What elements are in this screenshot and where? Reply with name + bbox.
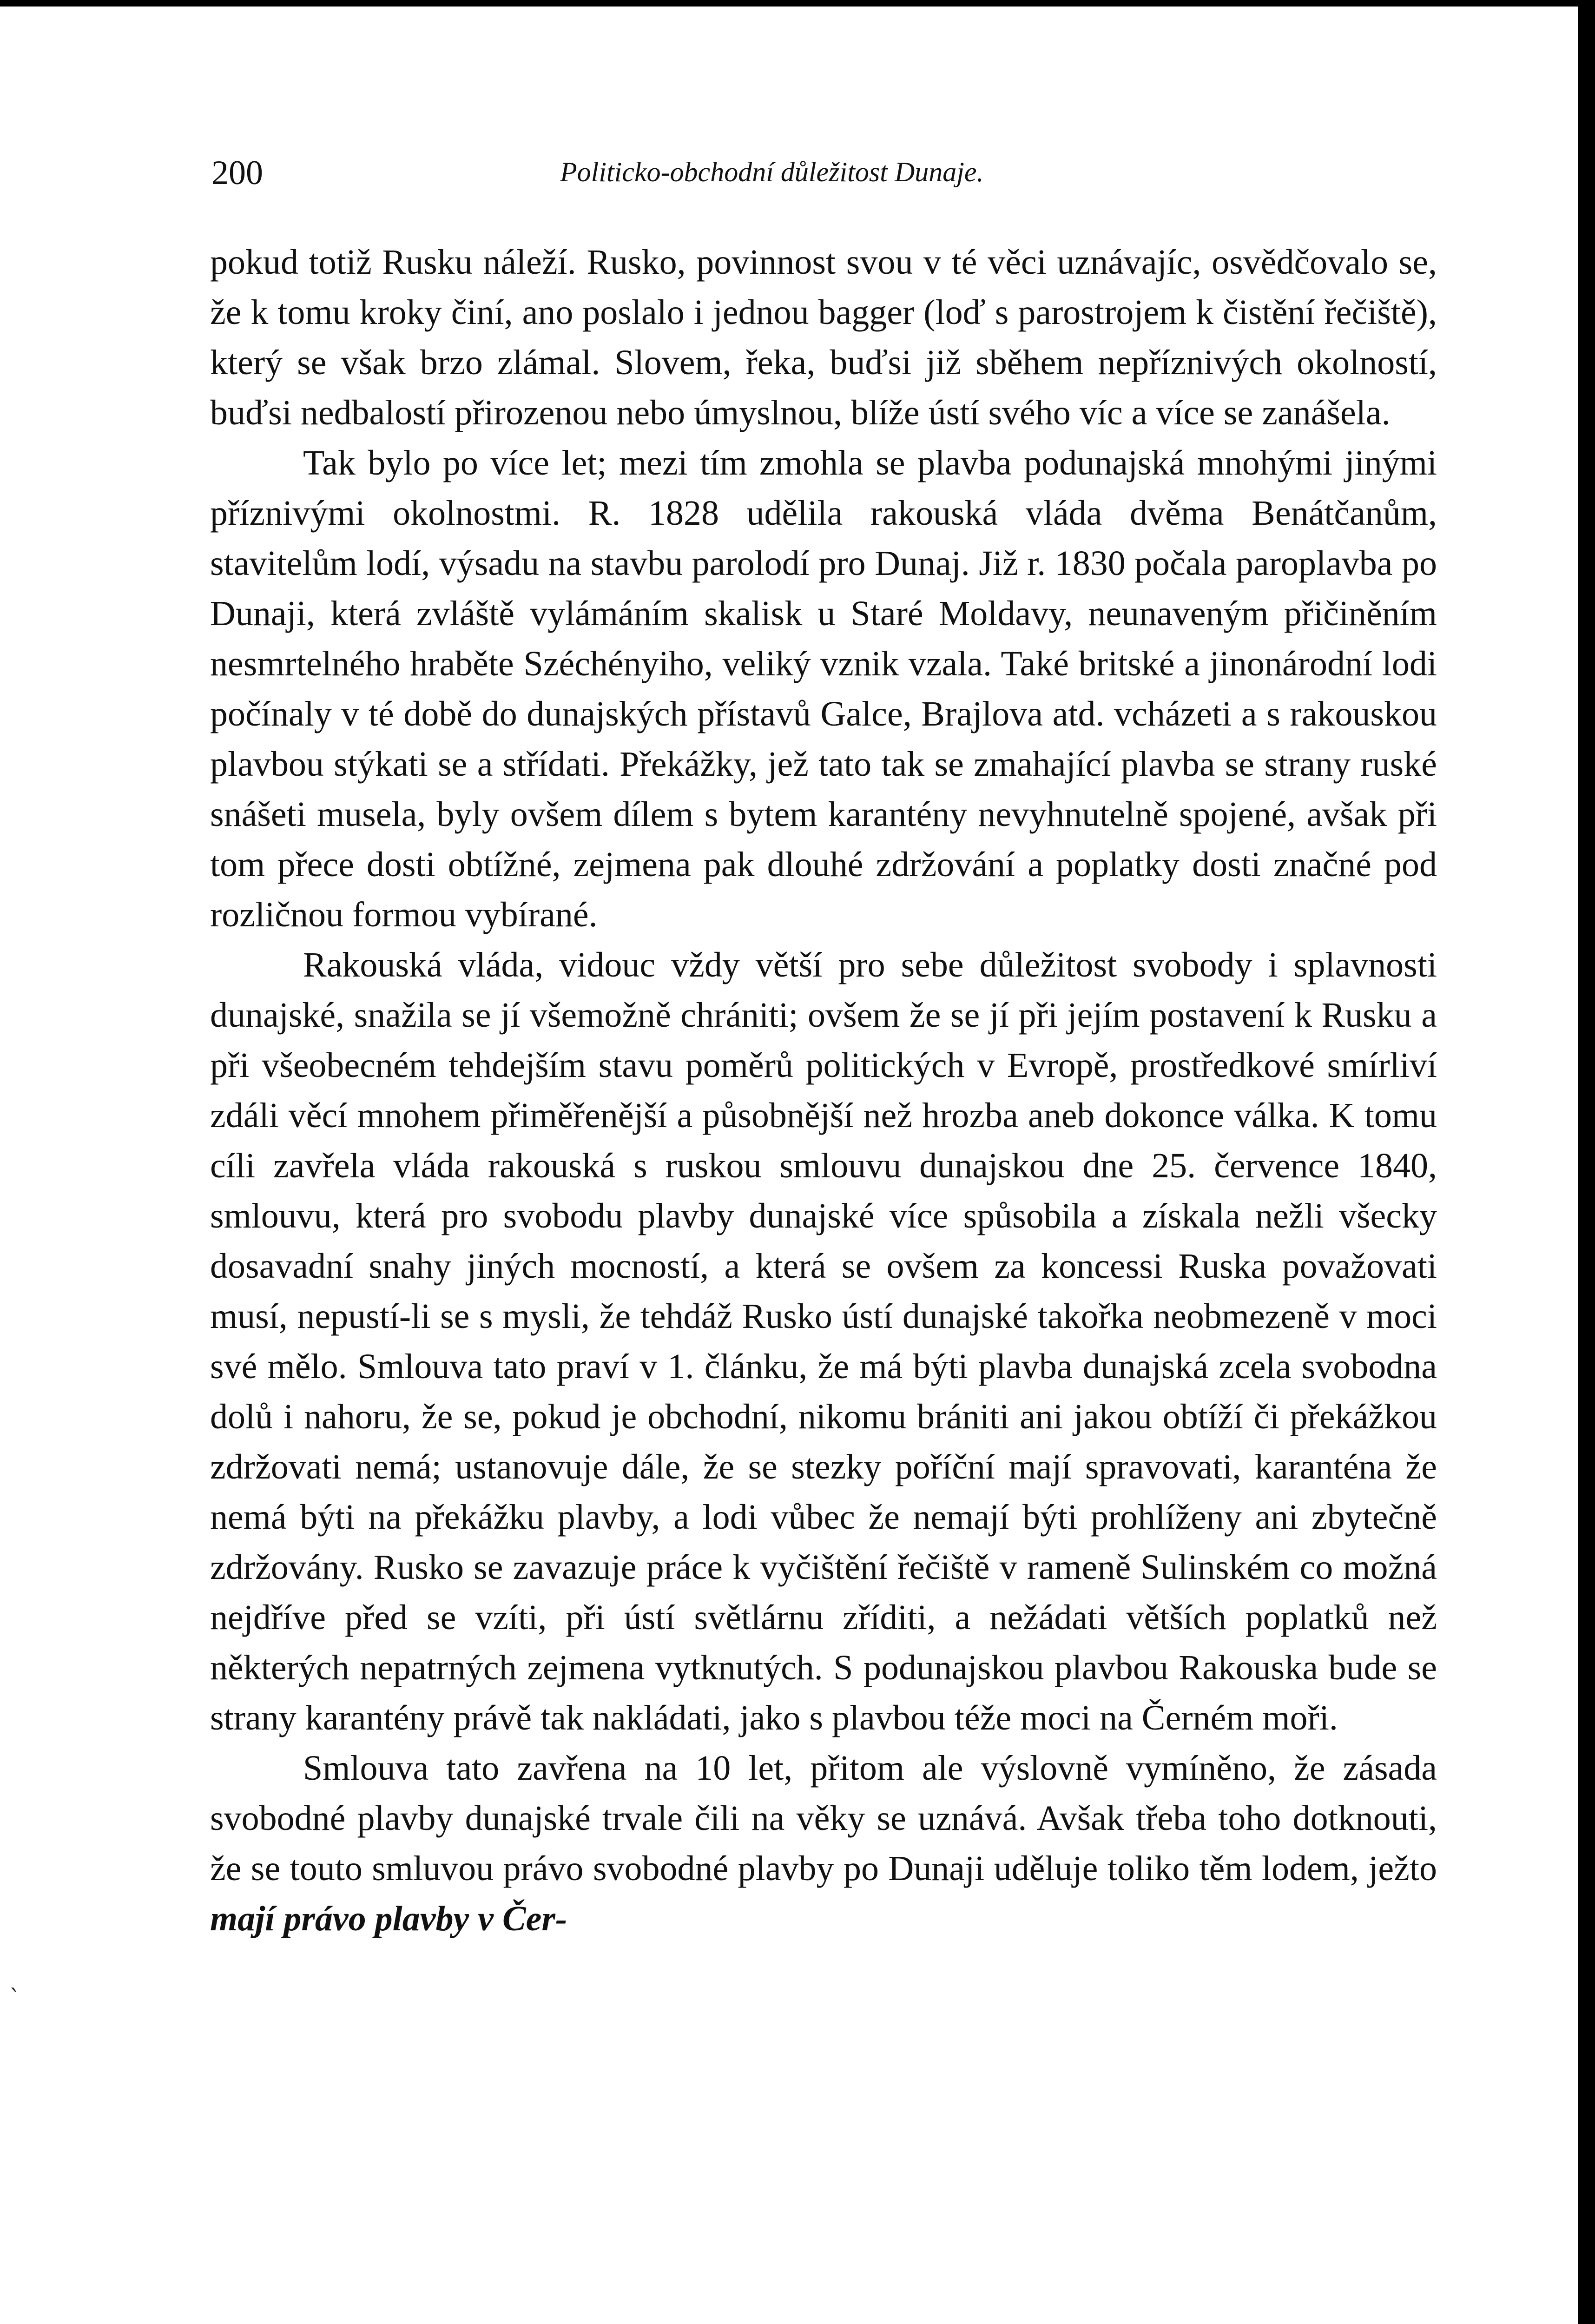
page-number: 200: [211, 154, 263, 192]
paragraph-2: Tak bylo po více let; mezi tím zmohla se plavba podunajská mnohými jinými příznivými okolnostmi. R. 1828 udělila rakouská vláda dvěma Benátčanům, stavitelům lodí, výsadu na stavbu parolodí pro Dunaj. Již r. 1830 počala paroplavba po Dunaji, která zvláště vylámáním skalisk u Staré Moldavy, neunaveným přičiněním nesmrtelného hraběte Széchényiho, veliký vznik vzala. Také britské a jinonárodní lodi počínaly v té době do dunajských přístavů Galce, Brajlova atd. vcházeti a s rakouskou plavbou stýkati se a střídati. Překážky, jež tato tak se zmahající plavba se strany ruské snášeti musela, byly ovšem dílem s bytem karantény nevyhnutelně spojené, avšak při tom přece dosti obtížné, zejmena pak dlouhé zdržování a poplatky dosti značné pod rozličnou formou vybírané.: [210, 443, 1437, 934]
running-title: Politicko-obchodní důležitost Dunaje.: [560, 157, 984, 187]
paragraph-4-emphasis: mají právo plavby v Čer-: [210, 1899, 567, 1938]
margin-mark: `: [9, 1985, 21, 2012]
paragraph-3: Rakouská vláda, vidouc vždy větší pro sebe důležitost svobody i splavnosti dunajské, snažila se jí všemožně chrániti; ovšem že se jí při jejím postavení k Rusku a při všeobecném tehdejším stavu poměrů politických v Evropě, prostředkové smírliví zdáli věcí mnohem přiměřenější a působnější než hrozba aneb dokonce válka. K tomu cíli zavřela vláda rakouská s ruskou smlouvu dunajskou dne 25. července 1840, smlouvu, která pro svobodu plavby dunajské více spůsobila a získala nežli všecky dosavadní snahy jiných mocností, a která se ovšem za koncessi Ruska považovati musí, nepustí-li se s mysli, že tehdáž Rusko ústí dunajské takořka neobmezeně v moci své mělo. Smlouva tato praví v 1. článku, že má býti plavba dunajská zcela svobodna dolů i nahoru, že se, pokud je obchodní, nikomu brániti ani jakou obtíží či překážkou zdržovati nemá; ustanovuje dále, že se stezky poříční mají spravovati, karanténa že nemá býti na překážku plavby, a lodi vůbec že nemají býti prohlíženy ani zbytečně zdržovány. Rusko se zavazuje práce k vyčištění řečiště v rameně Sulinském co možná nejdříve před se vzíti, při ústí světlárnu zříditi, a nežádati větších poplatků než některých nepatrných zejmena vytknutých. S podunajskou plavbou Rakouska bude se strany karantény právě tak nakládati, jako s plavbou téže moci na Černém moři.: [210, 945, 1437, 1737]
paragraph-1: pokud totiž Rusku náleží. Rusko, povinnost svou v té věci uznávajíc, osvědčovalo se, že k tomu kroky činí, ano poslalo i jednou bagger (loď s parostrojem k čistění řečiště), který se však brzo zlámal. Slovem, řeka, buďsi již sběhem nepříznivých okolností, buďsi nedbalostí přirozenou nebo úmyslnou, blíže ústí svého víc a více se zanášela.: [210, 243, 1437, 432]
paragraph-4-text: Smlouva tato zavřena na 10 let, přitom ale výslovně vymíněno, že zásada svobodné plavby dunajské trvale čili na věky se uznává. Avšak třeba toho dotknouti, že se touto smluvou právo svobodné plavby po Dunaji uděluje toliko těm lodem, ježto: [210, 1749, 1437, 1888]
body-text: [210, 237, 1437, 1944]
paragraph-4: [210, 1743, 1437, 1944]
page-header: [211, 153, 1434, 205]
